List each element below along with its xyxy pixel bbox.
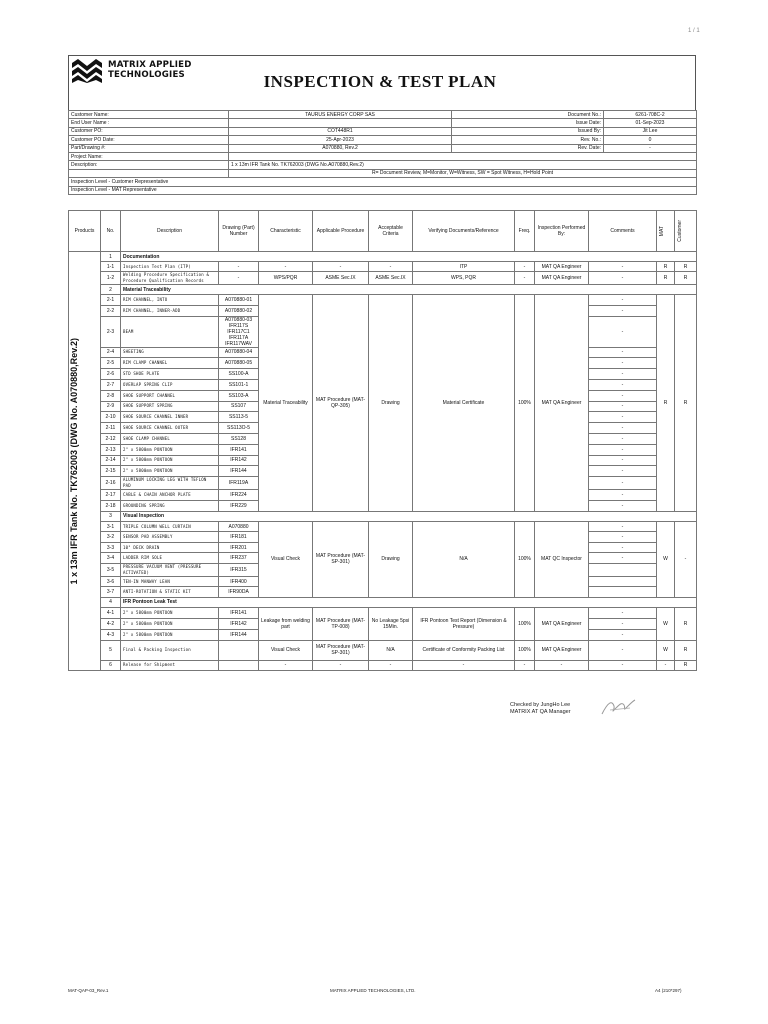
- row-comments: -: [589, 660, 657, 670]
- customer-name-value: TAURUS ENERGY CORP SAS: [229, 111, 452, 119]
- row-description: Release for Shipment: [121, 660, 219, 670]
- row-description: SHOE CLAMP CHANNEL: [121, 433, 219, 444]
- table-row: [69, 640, 697, 660]
- matrix-logo-icon: [72, 59, 102, 83]
- row-comments: -: [589, 542, 657, 553]
- document-title: INSPECTION & TEST PLAN: [263, 72, 497, 91]
- row-drawing: IFR201: [219, 542, 259, 553]
- itp-table: [68, 210, 697, 671]
- description-value: 1 x 13m IFR Tank No. TK762003 (DWG No.A070880,Rev.2): [229, 161, 697, 169]
- row-no: 3-7: [101, 587, 121, 598]
- row-freq: -: [515, 660, 535, 670]
- row-no: 2-17: [101, 490, 121, 501]
- row-characteristic: -: [259, 660, 313, 670]
- row-characteristic: Visual Check: [259, 640, 313, 660]
- section-title: Material Traceability: [121, 285, 697, 295]
- row-description: SHOE SUPPORT CHANNEL: [121, 390, 219, 401]
- col-no: No.: [101, 211, 121, 252]
- checked-by-name: Checked by JungHo Lee: [510, 702, 571, 708]
- part-label: Part/Drawing #:: [69, 144, 229, 152]
- row-drawing: A070880: [219, 521, 259, 532]
- row-verifying: ITP: [413, 262, 515, 272]
- row-drawing: -: [219, 272, 259, 285]
- row-verifying: WPS, PQR: [413, 272, 515, 285]
- row-description: TEN-IN MANWAY LEAN: [121, 576, 219, 587]
- logo-line-1: MATRIX APPLIED: [108, 60, 192, 70]
- row-no: 2-5: [101, 358, 121, 369]
- row-description: LADDER RIM SOLE: [121, 553, 219, 564]
- description-label: Description:: [69, 161, 229, 169]
- row-drawing: -: [219, 262, 259, 272]
- row-customer: R: [675, 262, 697, 272]
- row-description: PRESSURE VACUUM VENT (PRESSURE ACTIVATED): [121, 563, 219, 576]
- col-freq: Freq.: [515, 211, 535, 252]
- row-mat: -: [657, 660, 675, 670]
- customer-po-value: COT448R1: [229, 127, 452, 135]
- row-description: SHEETING: [121, 347, 219, 358]
- row-description: RIM CHANNEL, INTO: [121, 295, 219, 306]
- row-no: 3-1: [101, 521, 121, 532]
- row-drawing: A070880-04: [219, 347, 259, 358]
- row-no: 2-1: [101, 295, 121, 306]
- col-comments: Comments: [589, 211, 657, 252]
- group-performed-by: MAT QA Engineer: [535, 607, 589, 640]
- row-comments: -: [589, 629, 657, 640]
- group-freq: 100%: [515, 295, 535, 512]
- col-description: Description: [121, 211, 219, 252]
- col-drawing: Drawing (Part) Number: [219, 211, 259, 252]
- section-row: [69, 511, 697, 521]
- row-customer: R: [675, 660, 697, 670]
- group-criteria: Drawing: [369, 521, 413, 597]
- row-customer: R: [675, 272, 697, 285]
- row-description: BEAM: [121, 316, 219, 347]
- row-procedure: MAT Procedure (MAT-SP-301): [313, 640, 369, 660]
- po-date-value: 25-Apr-2023: [229, 136, 452, 144]
- row-description: GROUNDING SPRING: [121, 500, 219, 511]
- row-freq: 100%: [515, 640, 535, 660]
- table-row: [69, 262, 697, 272]
- row-comments: -: [589, 444, 657, 455]
- group-freq: 100%: [515, 521, 535, 597]
- col-performed: Inspection Performed By:: [535, 211, 589, 252]
- row-freq: -: [515, 272, 535, 285]
- product-cell: [69, 252, 101, 671]
- group-procedure: MAT Procedure (MAT-QP-305): [313, 295, 369, 512]
- row-comments: -: [589, 477, 657, 490]
- row-description: 2" x 5800mm PONTOON: [121, 607, 219, 618]
- row-procedure: ASME Sec.IX: [313, 272, 369, 285]
- issued-by-value: Jit Lee: [604, 127, 697, 135]
- section-no: 3: [101, 511, 121, 521]
- row-comments: -: [589, 490, 657, 501]
- row-comments: -: [589, 390, 657, 401]
- table-row: [69, 521, 697, 532]
- issue-date-value: 01-Sep-2023: [604, 119, 697, 127]
- checked-by: [510, 702, 571, 716]
- header-table: [68, 110, 697, 195]
- row-customer: R: [675, 640, 697, 660]
- row-drawing: SS107: [219, 401, 259, 412]
- row-comments: -: [589, 500, 657, 511]
- row-drawing: IFR142: [219, 618, 259, 629]
- row-comments: -: [589, 262, 657, 272]
- row-no: 1-2: [101, 272, 121, 285]
- group-verifying: N/A: [413, 521, 515, 597]
- row-drawing: A070880-05: [219, 358, 259, 369]
- row-comments: [589, 576, 657, 587]
- company-logo: [72, 59, 222, 83]
- row-verifying: -: [413, 660, 515, 670]
- section-no: 1: [101, 252, 121, 262]
- section-row: [69, 252, 697, 262]
- group-procedure: MAT Procedure (MAT-SP-301): [313, 521, 369, 597]
- row-comments: -: [589, 379, 657, 390]
- row-no: 4-1: [101, 607, 121, 618]
- row-description: ALUMINUM LOCKING LEG WITH TEFLON PAD: [121, 477, 219, 490]
- row-performed-by: MAT QA Engineer: [535, 272, 589, 285]
- row-no: 2-9: [101, 401, 121, 412]
- row-comments: -: [589, 553, 657, 564]
- rev-no-value: 0: [604, 136, 697, 144]
- row-drawing: SS100-A: [219, 369, 259, 380]
- row-no: 3-2: [101, 532, 121, 543]
- row-no: 3-5: [101, 563, 121, 576]
- row-comments: -: [589, 295, 657, 306]
- row-no: 2-15: [101, 466, 121, 477]
- row-comments: -: [589, 347, 657, 358]
- row-comments: -: [589, 607, 657, 618]
- group-criteria: No Leakage 5psi 15Min.: [369, 607, 413, 640]
- row-no: 2-12: [101, 433, 121, 444]
- footer-company: MATRIX APPLIED TECHNOLOGIES, LTD.: [330, 988, 416, 993]
- row-description: SHOE SOURCE CHANNEL INNER: [121, 412, 219, 423]
- po-date-label: Customer PO Date:: [69, 136, 229, 144]
- row-no: 2-2: [101, 305, 121, 316]
- row-criteria: ASME Sec.IX: [369, 272, 413, 285]
- row-comments: -: [589, 423, 657, 434]
- row-drawing: IFR144: [219, 466, 259, 477]
- row-description: ANTI-ROTATION & STATIC KIT: [121, 587, 219, 598]
- row-drawing: SS128: [219, 433, 259, 444]
- signature: [600, 696, 636, 718]
- row-comments: -: [589, 412, 657, 423]
- row-no: 4-3: [101, 629, 121, 640]
- row-comments: -: [589, 521, 657, 532]
- row-comments: -: [589, 532, 657, 543]
- row-comments: -: [589, 305, 657, 316]
- row-drawing: A070880-03 IFR117S IFR117C1 IFR117A IFR117WAV: [219, 316, 259, 347]
- row-drawing: IFR237: [219, 553, 259, 564]
- col-products: Products: [69, 211, 101, 252]
- row-procedure: -: [313, 660, 369, 670]
- row-drawing: IFR181: [219, 532, 259, 543]
- row-no: 2-8: [101, 390, 121, 401]
- row-drawing: IFR229: [219, 500, 259, 511]
- row-procedure: -: [313, 262, 369, 272]
- row-comments: -: [589, 455, 657, 466]
- part-value: A070880, Rev.2: [229, 144, 452, 152]
- table-row: [69, 660, 697, 670]
- footer-form-no: MAT-QAP-03_Rev.1: [68, 988, 109, 993]
- row-drawing: A070880-01: [219, 295, 259, 306]
- group-mat: R: [657, 295, 675, 512]
- row-drawing: SS103-A: [219, 390, 259, 401]
- footer-paper-size: A4 (210*297): [655, 988, 682, 993]
- row-description: 10" DECK DRAIN: [121, 542, 219, 553]
- row-drawing: IFR119A: [219, 477, 259, 490]
- row-mat: W: [657, 640, 675, 660]
- row-comments: [589, 563, 657, 576]
- page-number: 1 / 1: [688, 28, 700, 34]
- row-comments: -: [589, 618, 657, 629]
- row-freq: -: [515, 262, 535, 272]
- insp-level-mat: Inspection Level - MAT Representative: [69, 186, 697, 194]
- group-characteristic: Visual Check: [259, 521, 313, 597]
- row-drawing: IFR141: [219, 444, 259, 455]
- row-drawing: IFR400: [219, 576, 259, 587]
- doc-no-label: Document No.:: [452, 111, 604, 119]
- row-description: RIM CHANNEL, INNER-ADD: [121, 305, 219, 316]
- row-description: RIM CLAMP CHANNEL: [121, 358, 219, 369]
- row-comments: -: [589, 369, 657, 380]
- section-title: IFR Pontoon Leak Test: [121, 597, 697, 607]
- row-no: 3-6: [101, 576, 121, 587]
- row-criteria: -: [369, 660, 413, 670]
- logo-line-2: TECHNOLOGIES: [108, 70, 185, 80]
- row-no: 2-13: [101, 444, 121, 455]
- group-characteristic: Leakage from welding part: [259, 607, 313, 640]
- row-drawing: A070880-02: [219, 305, 259, 316]
- row-comments: [589, 587, 657, 598]
- row-performed-by: MAT QA Engineer: [535, 262, 589, 272]
- row-no: 3-4: [101, 553, 121, 564]
- issue-date-label: Issue Date:: [452, 119, 604, 127]
- row-description: OVERLAP SPRING CLIP: [121, 379, 219, 390]
- rev-no-label: Rev. No.:: [452, 136, 604, 144]
- group-performed-by: MAT QC Inspector: [535, 521, 589, 597]
- row-description: CABLE & CHAIN ANCHOR PLATE: [121, 490, 219, 501]
- col-mat-label: MAT: [659, 225, 665, 237]
- row-no: 2-11: [101, 423, 121, 434]
- row-comments: -: [589, 466, 657, 477]
- row-description: SHOE SUPPORT SPRING: [121, 401, 219, 412]
- row-comments: -: [589, 401, 657, 412]
- section-no: 4: [101, 597, 121, 607]
- row-drawing: IFR315: [219, 563, 259, 576]
- row-characteristic: WPS/PQR: [259, 272, 313, 285]
- col-procedure: Applicable Procedure: [313, 211, 369, 252]
- section-no: 2: [101, 285, 121, 295]
- row-description: Welding Procedure Specification & Procedure Qualification Records: [121, 272, 219, 285]
- row-no: 2-7: [101, 379, 121, 390]
- row-drawing: IFR144: [219, 629, 259, 640]
- row-no: 6: [101, 660, 121, 670]
- group-procedure: MAT Procedure (MAT-TP-008): [313, 607, 369, 640]
- row-description: Final & Packing Inspection: [121, 640, 219, 660]
- row-drawing: IFR224: [219, 490, 259, 501]
- legend-text: R= Document Review, M=Monitor, W=Witness, SW = Spot Witness, H=Hold Point: [229, 169, 697, 177]
- row-description: TRIPLE COLUMN WELL CURTAIN: [121, 521, 219, 532]
- col-characteristic: Characteristic: [259, 211, 313, 252]
- checked-by-title: MATRIX AT QA Manager: [510, 709, 571, 715]
- group-freq: 100%: [515, 607, 535, 640]
- row-drawing: SS101-1: [219, 379, 259, 390]
- row-no: 2-16: [101, 477, 121, 490]
- row-description: Inspection Test Plan (ITP): [121, 262, 219, 272]
- table-row: [69, 272, 697, 285]
- row-verifying: Certificate of Conformity Packing List: [413, 640, 515, 660]
- row-no: 1-1: [101, 262, 121, 272]
- row-description: 2" x 5800mm PONTOON: [121, 455, 219, 466]
- insp-level-customer: Inspection Level - Customer Representative: [69, 178, 697, 186]
- row-drawing: SS113O-5: [219, 423, 259, 434]
- row-drawing: [219, 640, 259, 660]
- row-drawing: IFR90DA: [219, 587, 259, 598]
- issued-by-label: Issued By:: [452, 127, 604, 135]
- doc-no-value: 6261-708C-2: [604, 111, 697, 119]
- group-customer: -: [675, 521, 697, 597]
- col-mat: [657, 211, 675, 252]
- col-criteria: Acceptable Criteria: [369, 211, 413, 252]
- col-customer-label: Customer: [677, 220, 683, 242]
- row-description: 2" x 5800mm PONTOON: [121, 466, 219, 477]
- row-performed-by: -: [535, 660, 589, 670]
- row-characteristic: -: [259, 262, 313, 272]
- col-verifying: Verifying Documents/Reference: [413, 211, 515, 252]
- row-no: 4-2: [101, 618, 121, 629]
- table-row: [69, 295, 697, 306]
- group-customer: R: [675, 295, 697, 512]
- group-mat: W: [657, 521, 675, 597]
- section-row: [69, 285, 697, 295]
- row-no: 2-4: [101, 347, 121, 358]
- row-drawing: SS113-5: [219, 412, 259, 423]
- row-description: STD SHOE PLATE: [121, 369, 219, 380]
- customer-po-label: Customer PO:: [69, 127, 229, 135]
- table-row: [69, 607, 697, 618]
- group-verifying: IFR Pontoon Test Report (Dimension & Pressure): [413, 607, 515, 640]
- product-label: 1 x 13m IFR Tank No. TK762003 (DWG No. A070880,Rev.2): [69, 337, 79, 585]
- section-title: Documentation: [121, 252, 697, 262]
- row-description: SENSOR PAD ASSEMBLY: [121, 532, 219, 543]
- col-customer: [675, 211, 697, 252]
- row-mat: R: [657, 272, 675, 285]
- row-no: 5: [101, 640, 121, 660]
- row-comments: -: [589, 272, 657, 285]
- group-characteristic: Material Traceability: [259, 295, 313, 512]
- row-comments: -: [589, 433, 657, 444]
- row-comments: -: [589, 316, 657, 347]
- end-user-label: End User Name :: [69, 119, 229, 127]
- section-row: [69, 597, 697, 607]
- rev-date-value: -: [604, 144, 697, 152]
- row-description: SHOE SOURCE CHANNEL OUTER: [121, 423, 219, 434]
- row-no: 2-18: [101, 500, 121, 511]
- section-title: Visual Inspection: [121, 511, 697, 521]
- row-description: 2" x 5800mm PONTOON: [121, 618, 219, 629]
- row-performed-by: MAT QA Engineer: [535, 640, 589, 660]
- group-performed-by: MAT QA Engineer: [535, 295, 589, 512]
- row-description: 2" x 5800mm PONTOON: [121, 629, 219, 640]
- row-no: 2-3: [101, 316, 121, 347]
- column-header-row: [69, 211, 697, 252]
- row-criteria: N/A: [369, 640, 413, 660]
- row-no: 2-14: [101, 455, 121, 466]
- row-no: 2-10: [101, 412, 121, 423]
- row-no: 2-6: [101, 369, 121, 380]
- row-drawing: IFR142: [219, 455, 259, 466]
- row-criteria: -: [369, 262, 413, 272]
- row-mat: R: [657, 262, 675, 272]
- row-drawing: [219, 660, 259, 670]
- row-no: 3-3: [101, 542, 121, 553]
- rev-date-label: Rev. Date:: [452, 144, 604, 152]
- group-mat: W: [657, 607, 675, 640]
- group-criteria: Drawing: [369, 295, 413, 512]
- customer-name-label: Customer Name:: [69, 111, 229, 119]
- row-comments: -: [589, 640, 657, 660]
- group-customer: R: [675, 607, 697, 640]
- project-label: Project Name:: [69, 152, 229, 160]
- group-verifying: Material Certificate: [413, 295, 515, 512]
- row-description: 2" x 5800mm PONTOON: [121, 444, 219, 455]
- row-drawing: IFR141: [219, 607, 259, 618]
- row-comments: -: [589, 358, 657, 369]
